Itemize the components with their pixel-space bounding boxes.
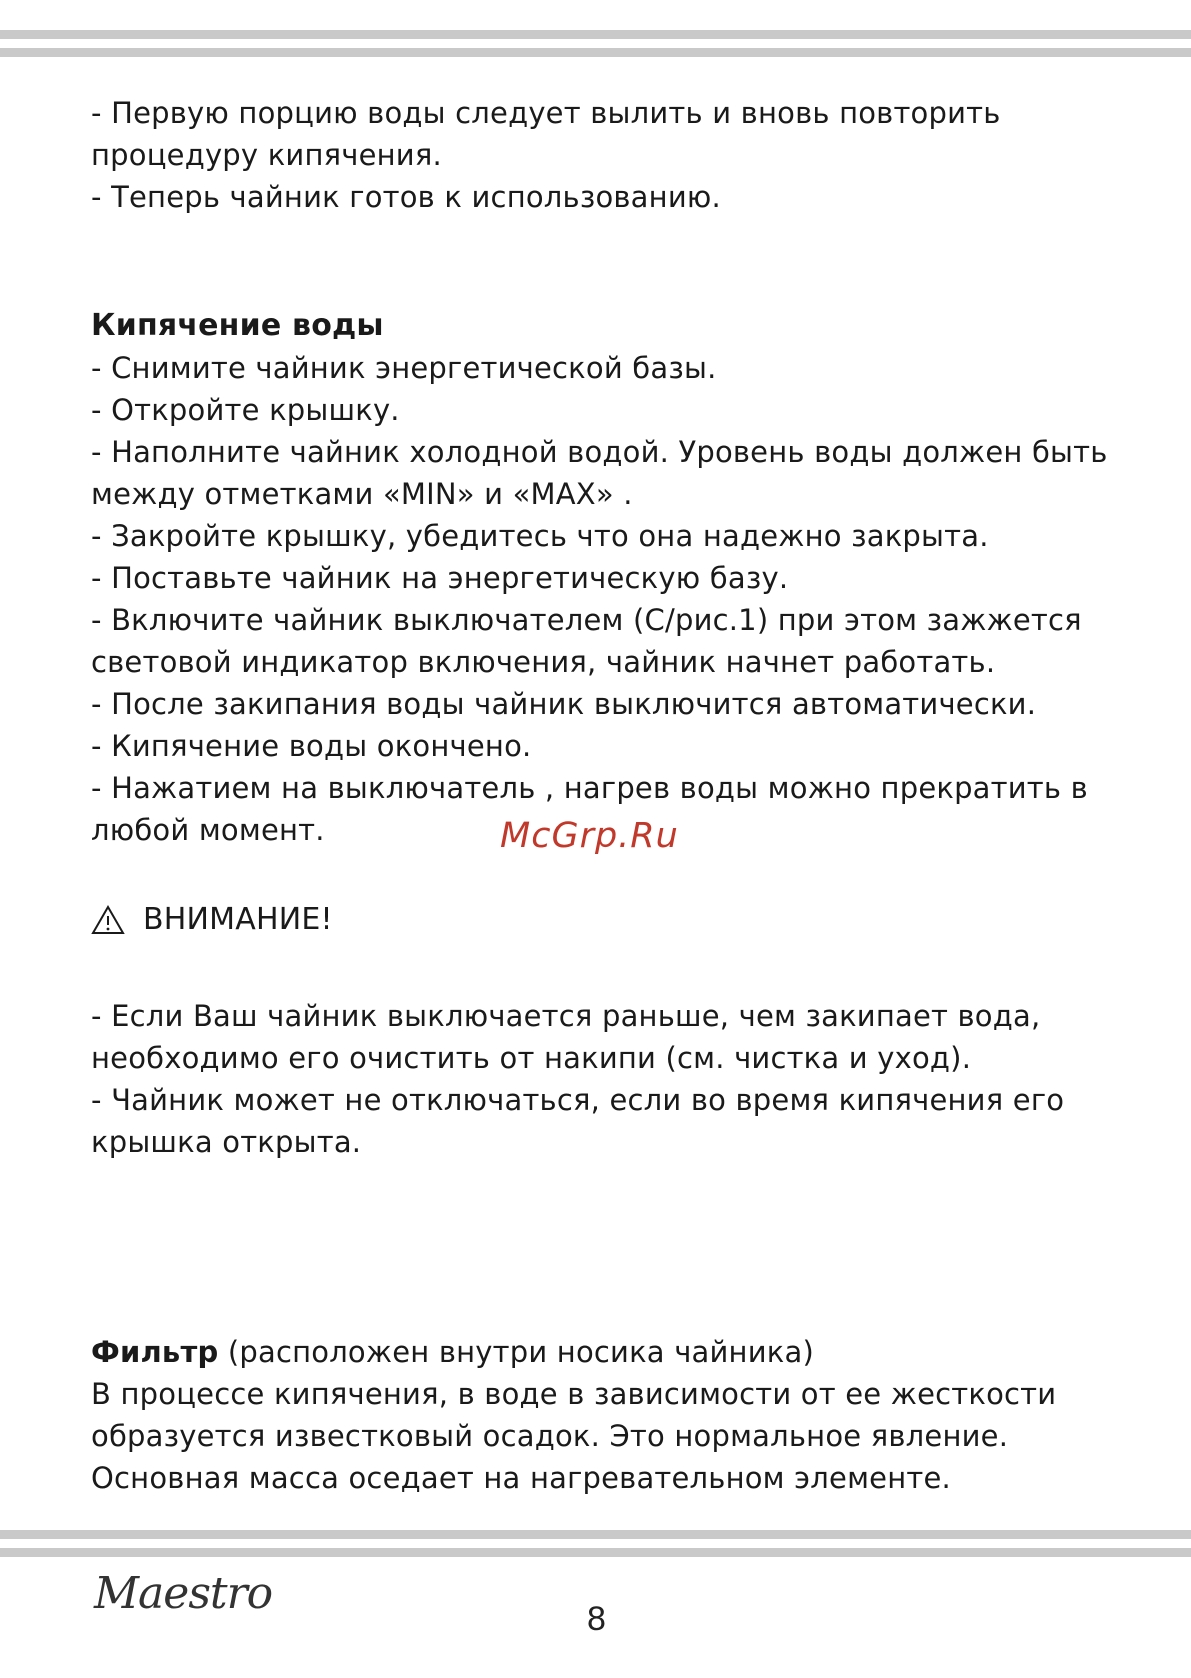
boiling-heading: Кипячение воды bbox=[91, 308, 384, 343]
warning-line: - Если Ваш чайник выключается раньше, чем закипает вода, bbox=[91, 999, 1041, 1033]
boiling-line: между отметками «MIN» и «MAX» . bbox=[91, 477, 633, 511]
watermark-text: McGrp.Ru bbox=[500, 816, 679, 856]
warning-title: ВНИМАНИЕ! bbox=[143, 902, 333, 937]
boiling-line: - Снимите чайник энергетической базы. bbox=[91, 351, 717, 385]
warning-line: необходимо его очистить от накипи (см. чистка и уход). bbox=[91, 1041, 972, 1075]
warning-line: крышка открыта. bbox=[91, 1125, 362, 1159]
boiling-line: - Включите чайник выключателем (С/рис.1) при этом зажжется bbox=[91, 603, 1082, 637]
intro-line: процедуру кипячения. bbox=[91, 138, 442, 172]
boiling-line: - Откройте крышку. bbox=[91, 393, 400, 427]
filter-title: Фильтр bbox=[91, 1335, 219, 1369]
filter-heading bbox=[91, 1331, 1151, 1373]
warning-line: - Чайник может не отключаться, если во время кипячения его bbox=[91, 1083, 1065, 1117]
maestro-logo: Maestro bbox=[94, 1568, 273, 1619]
warning-section bbox=[91, 899, 1151, 1163]
intro-section bbox=[91, 92, 1151, 218]
boiling-line: - Наполните чайник холодной водой. Уровень воды должен быть bbox=[91, 435, 1108, 469]
boiling-line: - Поставьте чайник на энергетическую базу. bbox=[91, 561, 789, 595]
bottom-rule-2 bbox=[0, 1548, 1191, 1557]
boiling-line: - Закройте крышку, убедитесь что она надежно закрыта. bbox=[91, 519, 989, 553]
page-content bbox=[91, 92, 1151, 1499]
bottom-rule-1 bbox=[0, 1530, 1191, 1539]
filter-section bbox=[91, 1331, 1151, 1499]
warning-heading bbox=[91, 899, 1151, 941]
top-rule-1 bbox=[0, 30, 1191, 39]
intro-line: - Первую порцию воды следует вылить и вновь повторить bbox=[91, 96, 1001, 130]
boiling-line: - Кипячение воды окончено. bbox=[91, 729, 532, 763]
warning-triangle-icon bbox=[91, 905, 125, 935]
boiling-section bbox=[91, 305, 1151, 851]
boiling-line: любой момент. bbox=[91, 813, 325, 847]
boiling-line: - Нажатием на выключатель , нагрев воды можно прекратить в bbox=[91, 771, 1088, 805]
filter-title-suffix: (расположен внутри носика чайника) bbox=[218, 1335, 814, 1369]
boiling-line: - После закипания воды чайник выключится автоматически. bbox=[91, 687, 1037, 721]
filter-line: Основная масса оседает на нагревательном элементе. bbox=[91, 1461, 951, 1495]
filter-line: образуется известковый осадок. Это нормальное явление. bbox=[91, 1419, 1009, 1453]
boiling-line: световой индикатор включения, чайник начнет работать. bbox=[91, 645, 996, 679]
page-number: 8 bbox=[587, 1600, 606, 1638]
intro-line: - Теперь чайник готов к использованию. bbox=[91, 180, 721, 214]
top-rule-2 bbox=[0, 48, 1191, 57]
filter-line: В процессе кипячения, в воде в зависимости от ее жесткости bbox=[91, 1377, 1057, 1411]
